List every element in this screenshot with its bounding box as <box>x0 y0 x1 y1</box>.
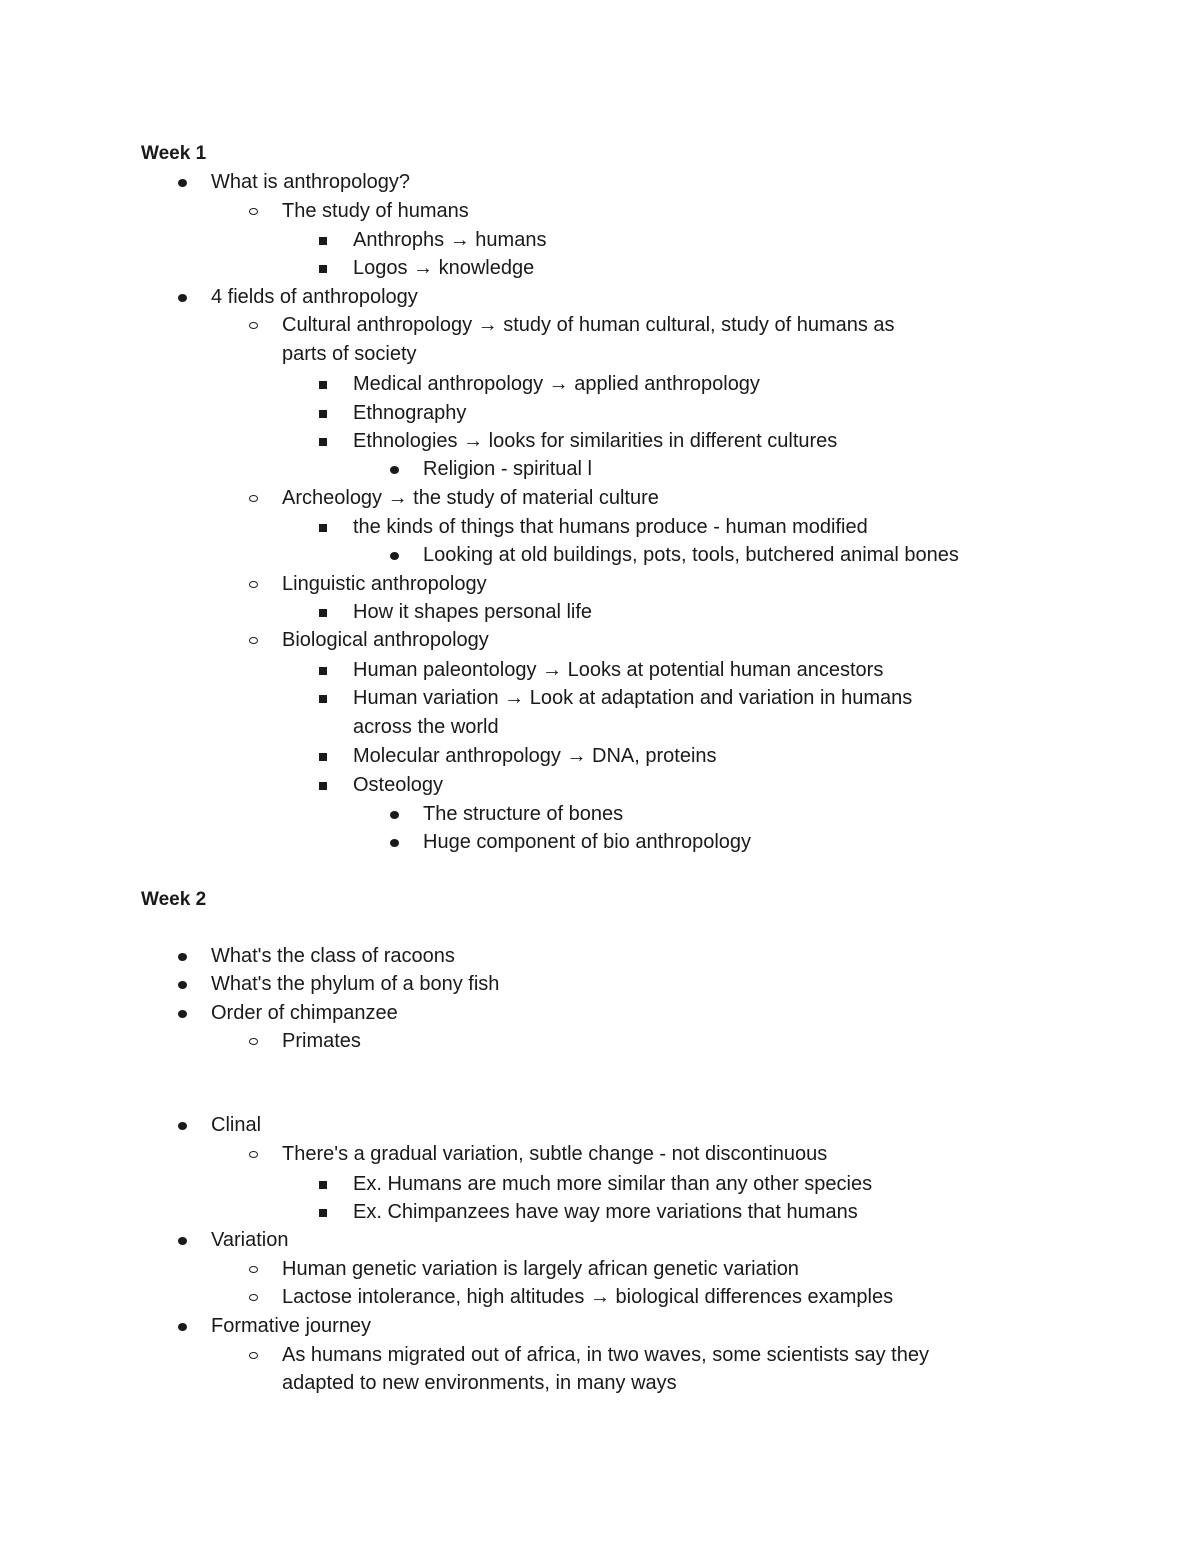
list-item: Ethnologies → looks for similarities in different cultures <box>353 430 838 452</box>
list-item: As humans migrated out of africa, in two waves, some scientists say they <box>282 1344 929 1366</box>
list-item: Ex. Humans are much more similar than any other species <box>353 1173 873 1195</box>
list-item: Ethnography <box>353 402 467 424</box>
circle-bullet <box>249 495 258 502</box>
square-bullet <box>319 609 327 617</box>
week2-heading: Week 2 <box>141 889 207 910</box>
disc-bullet <box>178 179 187 187</box>
list-item: Order of chimpanzee <box>211 1002 398 1024</box>
list-item: Molecular anthropology → DNA, proteins <box>353 745 717 767</box>
circle-bullet <box>249 581 258 588</box>
list-item: Ex. Chimpanzees have way more variations that humans <box>353 1201 858 1223</box>
list-item: 4 fields of anthropology <box>211 286 418 308</box>
list-item: Human variation → Look at adaptation and variation in humans <box>353 687 913 709</box>
circle-bullet <box>249 1038 258 1045</box>
disc-bullet <box>390 552 399 560</box>
list-item: The structure of bones <box>423 803 624 825</box>
list-item: Formative journey <box>211 1315 372 1337</box>
list-item: The study of humans <box>282 200 469 222</box>
circle-bullet <box>249 208 258 215</box>
list-item: What is anthropology? <box>211 171 411 193</box>
list-item-continuation: across the world <box>353 716 499 738</box>
list-item: Cultural anthropology → study of human cultural, study of humans as <box>282 314 895 336</box>
list-item: Human genetic variation is largely african genetic variation <box>282 1258 799 1280</box>
list-item: Anthrophs → humans <box>353 229 547 251</box>
disc-bullet <box>390 811 399 819</box>
list-item-continuation: parts of society <box>282 343 417 365</box>
list-item: Medical anthropology → applied anthropology <box>353 373 760 395</box>
disc-bullet <box>178 981 187 989</box>
disc-bullet <box>178 294 187 302</box>
square-bullet <box>319 1181 327 1189</box>
circle-bullet <box>249 322 258 329</box>
list-item: There's a gradual variation, subtle change - not discontinuous <box>282 1143 828 1165</box>
list-item-continuation: adapted to new environments, in many ways <box>282 1372 677 1394</box>
list-item: What's the phylum of a bony fish <box>211 973 500 995</box>
list-item: Religion - spiritual l <box>423 458 592 480</box>
square-bullet <box>319 782 327 790</box>
disc-bullet <box>178 953 187 961</box>
circle-bullet <box>249 1352 258 1359</box>
square-bullet <box>319 667 327 675</box>
list-item: Archeology → the study of material culture <box>282 487 659 509</box>
disc-bullet <box>178 1010 187 1018</box>
list-item: Lactose intolerance, high altitudes → biological differences examples <box>282 1286 894 1308</box>
circle-bullet <box>249 1266 258 1273</box>
list-item: Primates <box>282 1030 361 1052</box>
disc-bullet <box>178 1237 187 1245</box>
list-item: Linguistic anthropology <box>282 573 487 595</box>
list-item: Logos → knowledge <box>353 257 535 279</box>
list-item: the kinds of things that humans produce - human modified <box>353 516 868 538</box>
disc-bullet <box>390 466 399 474</box>
disc-bullet <box>178 1122 187 1130</box>
square-bullet <box>319 1209 327 1217</box>
square-bullet <box>319 695 327 703</box>
list-item: Human paleontology → Looks at potential human ancestors <box>353 659 884 681</box>
square-bullet <box>319 438 327 446</box>
square-bullet <box>319 410 327 418</box>
list-item: Looking at old buildings, pots, tools, butchered animal bones <box>423 544 959 566</box>
list-item: Biological anthropology <box>282 629 489 651</box>
list-item: Clinal <box>211 1114 262 1136</box>
list-item: How it shapes personal life <box>353 601 593 623</box>
square-bullet <box>319 381 327 389</box>
circle-bullet <box>249 1151 258 1158</box>
square-bullet <box>319 237 327 245</box>
week1-heading: Week 1 <box>141 143 207 164</box>
circle-bullet <box>249 1294 258 1301</box>
list-item: Huge component of bio anthropology <box>423 831 752 853</box>
disc-bullet <box>178 1323 187 1331</box>
square-bullet <box>319 524 327 532</box>
list-item: Variation <box>211 1229 289 1251</box>
circle-bullet <box>249 637 258 644</box>
list-item: What's the class of racoons <box>211 945 455 967</box>
list-item: Osteology <box>353 774 444 796</box>
square-bullet <box>319 265 327 273</box>
disc-bullet <box>390 839 399 847</box>
square-bullet <box>319 753 327 761</box>
